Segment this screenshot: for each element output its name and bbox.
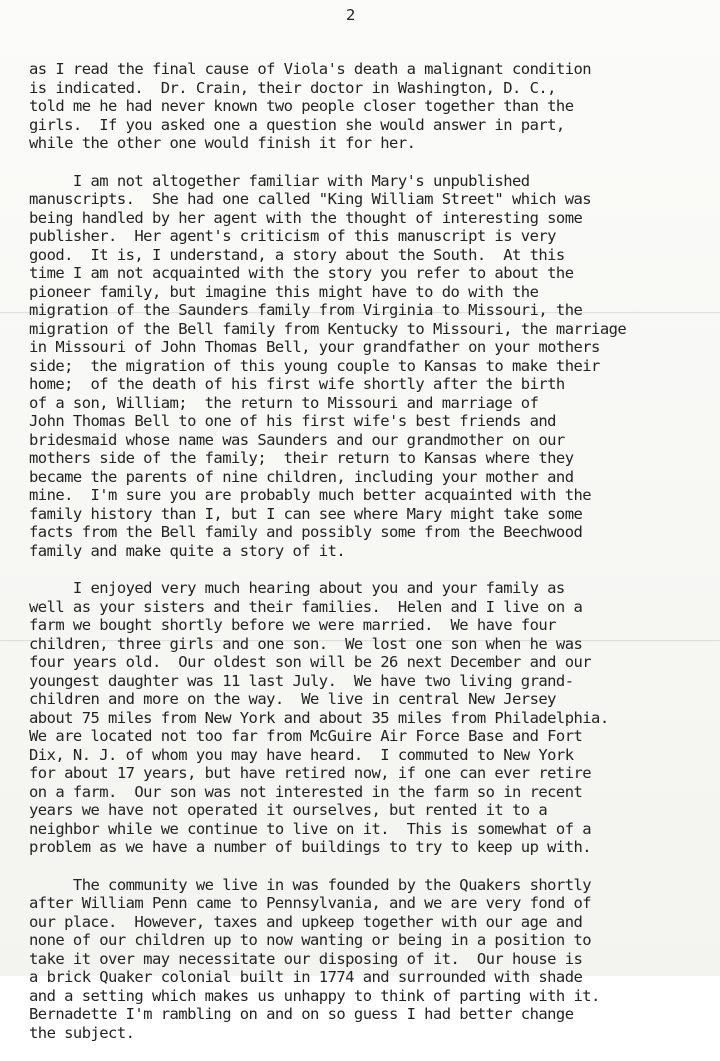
page-number: 2: [346, 6, 356, 24]
text-line: after William Penn came to Pennsylvania, and we are very fond of: [29, 894, 592, 912]
text-line: told me he had never known two people closer together than the: [29, 97, 574, 115]
text-line: John Thomas Bell to one of his first wife's best friends and: [29, 412, 556, 430]
text-line: neighbor while we continue to live on it. This is somewhat of a: [29, 819, 592, 838]
text-line: family history than I, but I can see where Mary might take some: [29, 504, 583, 523]
text-line: is indicated. Dr. Crain, their doctor in Washington, D. C.,: [29, 78, 556, 97]
text-line: family and make quite a story of it.: [29, 541, 346, 560]
text-line: mothers side of the family; their return to Kansas where they: [29, 449, 574, 467]
text-line: while the other one would finish it for her.: [29, 134, 416, 152]
text-line: as I read the final cause of Viola's death a malignant condition: [29, 60, 592, 78]
text-line: good. It is, I understand, a story about the South. At this: [29, 245, 565, 264]
text-line: the subject.: [29, 1023, 135, 1042]
text-line: youngest daughter was 11 last July. We have two living grand-: [29, 671, 574, 690]
text-line: years we have not operated it ourselves, but rented it to a: [29, 801, 548, 819]
text-line: became the parents of nine children, including your mother and: [29, 467, 574, 486]
text-line: We are located not too far from McGuire Air Force Base and Fort: [29, 727, 583, 745]
text-line: well as your sisters and their families. Helen and I live on a: [29, 597, 583, 616]
paragraph: [29, 579, 709, 857]
text-line: home; of the death of his first wife shortly after the birth: [29, 375, 565, 393]
paragraph: [29, 876, 709, 1043]
text-line: about 75 miles from New York and about 35 miles from Philadelphia.: [29, 708, 609, 727]
text-line: none of our children up to now wanting or being in a position to: [29, 931, 592, 949]
text-line: Dix, N. J. of whom you may have heard. I commuted to New York: [29, 745, 574, 764]
text-line: farm we bought shortly before we were married. We have four: [29, 616, 556, 634]
text-line: pioneer family, but imagine this might have to do with the: [29, 282, 539, 301]
letter-body: [29, 60, 709, 1061]
paragraph: [29, 172, 709, 561]
text-line: and a setting which makes us unhappy to think of parting with it.: [29, 986, 600, 1005]
text-line: problem as we have a number of buildings to try to keep up with.: [29, 838, 592, 856]
text-line: The community we live in was founded by the Quakers shortly: [29, 875, 592, 894]
text-line: being handled by her agent with the thought of interesting some: [29, 208, 583, 227]
text-line: I am not altogether familiar with Mary's unpublished: [29, 171, 530, 190]
text-line: mine. I'm sure you are probably much better acquainted with the: [29, 486, 592, 504]
text-line: publisher. Her agent's criticism of this manuscript is very: [29, 227, 556, 245]
text-line: Bernadette I'm rambling on and on so guess I had better change: [29, 1005, 574, 1023]
text-line: manuscripts. She had one called "King William Street" which was: [29, 190, 592, 208]
text-line: children, three girls and one son. We lost one son when he was: [29, 634, 583, 653]
text-line: girls. If you asked one a question she would answer in part,: [29, 115, 565, 134]
text-line: of a son, William; the return to Missouri and marriage of: [29, 393, 539, 412]
text-line: take it over may necessitate our disposing of it. Our house is: [29, 949, 583, 968]
text-line: migration of the Bell family from Kentucky to Missouri, the marriage: [29, 319, 627, 338]
text-line: on a farm. Our son was not interested in the farm so in recent: [29, 782, 583, 801]
text-line: side; the migration of this young couple to Kansas to make their: [29, 356, 600, 375]
text-line: four years old. Our oldest son will be 26 next December and our: [29, 653, 592, 671]
text-line: time I am not acquainted with the story you refer to about the: [29, 264, 574, 282]
text-line: for about 17 years, but have retired now, if one can ever retire: [29, 764, 592, 782]
text-line: I enjoyed very much hearing about you and your family as: [29, 579, 565, 597]
text-line: facts from the Bell family and possibly some from the Beechwood: [29, 523, 583, 541]
text-line: bridesmaid whose name was Saunders and our grandmother on our: [29, 430, 565, 449]
text-line: a brick Quaker colonial built in 1774 and surrounded with shade: [29, 968, 583, 986]
text-line: children and more on the way. We live in central New Jersey: [29, 690, 556, 708]
text-line: migration of the Saunders family from Virginia to Missouri, the: [29, 301, 583, 319]
paragraph: [29, 60, 709, 153]
text-line: in Missouri of John Thomas Bell, your grandfather on your mothers: [29, 338, 600, 356]
text-line: our place. However, taxes and upkeep together with our age and: [29, 912, 583, 931]
